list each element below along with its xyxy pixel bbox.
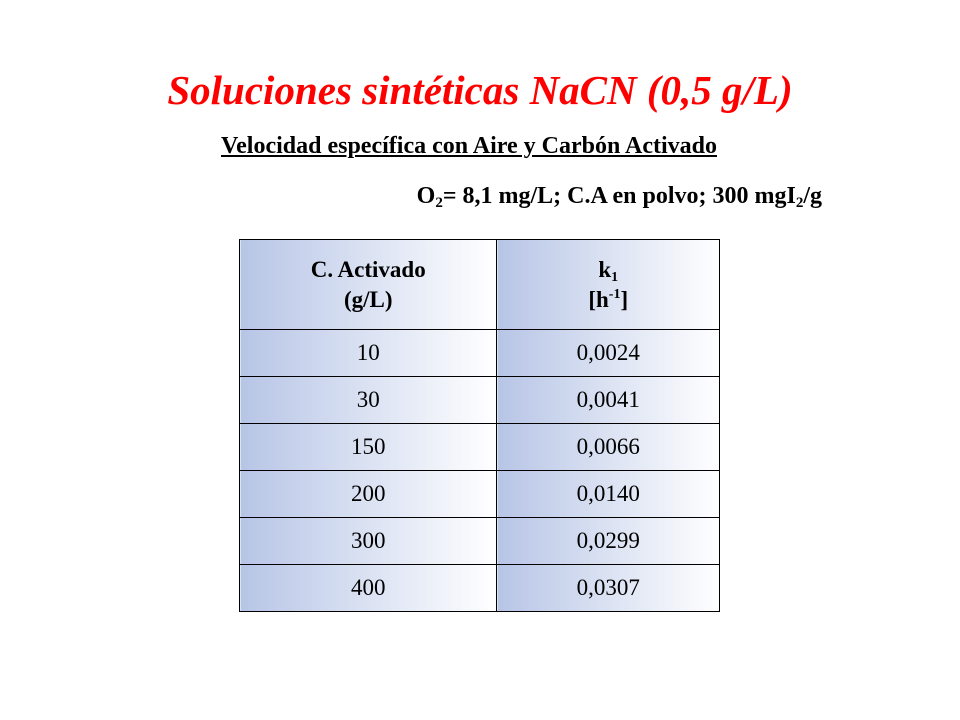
conditions-unit: /g: [803, 183, 822, 209]
cell-k1: 0,0307: [497, 565, 720, 612]
cell-k1: 0,0299: [497, 518, 720, 565]
unit-superscript: -1: [608, 286, 621, 302]
page-title: Soluciones sintéticas NaCN (0,5 g/L): [167, 67, 793, 113]
cell-k1: 0,0140: [497, 471, 720, 518]
table-row: [240, 377, 720, 424]
header-cell-k1: [497, 240, 720, 330]
iodine-subscript: 2: [795, 195, 804, 211]
table-row: [240, 471, 720, 518]
header-cell-activado: [240, 240, 497, 330]
cell-k1: 0,0066: [497, 424, 720, 471]
oxygen-subscript: 2: [435, 195, 443, 211]
k-subscript: 1: [611, 269, 619, 285]
header-k1-unit: [497, 285, 719, 315]
cell-activado: 300: [240, 518, 497, 565]
header-activado-label: C. Activado: [310, 256, 426, 282]
data-table: [239, 239, 720, 612]
unit-close: ]: [620, 286, 629, 312]
cell-k1: 0,0041: [497, 377, 720, 424]
cell-k1: 0,0024: [497, 330, 720, 377]
cell-activado: 400: [240, 565, 497, 612]
cell-activado: 10: [240, 330, 497, 377]
experimental-conditions: [417, 180, 822, 212]
cell-activado: 200: [240, 471, 497, 518]
cell-activado: 150: [240, 424, 497, 471]
table-row: [240, 565, 720, 612]
unit-open: [h: [588, 286, 609, 312]
table-row: [240, 424, 720, 471]
conditions-text: = 8,1 mg/L; C.A en polvo; 300 mgI: [442, 183, 796, 209]
table-row: [240, 330, 720, 377]
header-k1-label: [497, 255, 719, 285]
table-row: [240, 518, 720, 565]
cell-activado: 30: [240, 377, 497, 424]
header-activado-unit: (g/L): [343, 286, 393, 312]
page-subtitle: Velocidad específica con Aire y Carbón Activado: [221, 133, 717, 159]
k-symbol: k: [598, 256, 612, 282]
oxygen-symbol: O: [416, 183, 436, 209]
table-header-row: [240, 240, 720, 330]
